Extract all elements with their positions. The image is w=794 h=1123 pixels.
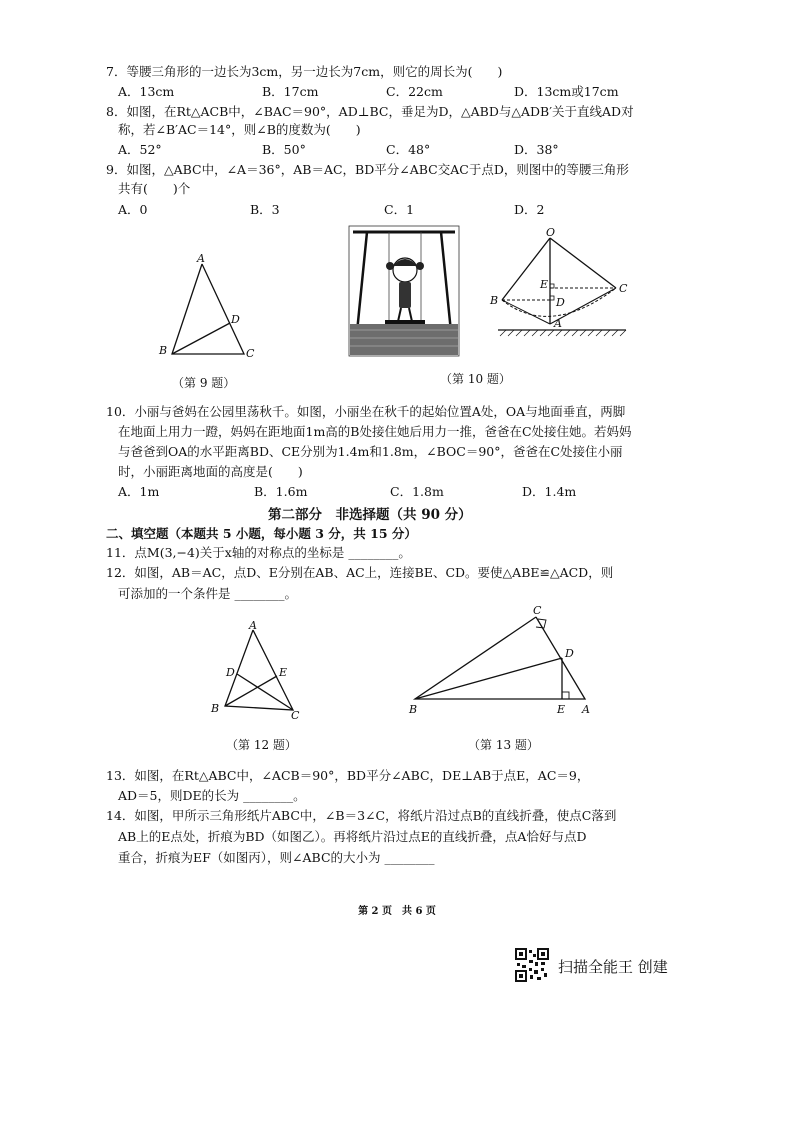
triangle-abc	[172, 264, 244, 354]
q10-line1: 10．小丽与爸妈在公园里荡秋千。如图，小丽坐在秋千的起始位置A处，OA与地面垂直，两脚	[106, 404, 626, 419]
label-b: B	[159, 344, 168, 357]
triangle-abc	[415, 617, 585, 699]
label-e: E	[279, 666, 288, 679]
q9-option-c: C．1	[384, 202, 415, 217]
q11-text: 11．点M(3,−4)关于x轴的对称点的坐标是 ________。	[106, 545, 411, 560]
q10-line2: 在地面上用力一蹬，妈妈在距地面1m高的B处接住她后用力一推，爸爸在C处接住她。若妈妈	[118, 424, 632, 439]
q14-line3: 重合，折痕为EF（如图丙），则∠ABC的大小为 ________	[118, 850, 435, 865]
swing-seat	[385, 320, 425, 324]
label-c: C	[533, 604, 542, 617]
figure-10-caption: （第 10 题）	[440, 372, 511, 386]
q9-line1: 9．如图，△ABC中，∠A＝36°，AB＝AC，BD平分∠ABC交AC于点D，则图中的等腰三角形	[106, 162, 629, 177]
q13-line1: 13．如图，在Rt△ABC中，∠ACB＝90°，BD平分∠ABC，DE⊥AB于点E，AC＝9，	[106, 768, 590, 783]
q10-option-c: C．1.8m	[390, 484, 444, 499]
q8-line2: 称，若∠B′AC＝14°，则∠B的度数为( )	[118, 122, 361, 137]
label-d: D	[226, 666, 235, 679]
q13-line2: AD＝5，则DE的长为 ________。	[118, 788, 306, 803]
q9-option-a: A．0	[118, 202, 148, 217]
q14-line2: AB上的E点处，折痕为BD（如图乙）。再将纸片沿过点E的直线折叠，点A恰好与点D	[118, 829, 587, 844]
segment-be	[225, 676, 277, 706]
q8-option-b: B．50°	[262, 142, 306, 157]
q8-option-a: A．52°	[118, 142, 162, 157]
label-e: E	[540, 278, 549, 291]
q9-option-b: B．3	[250, 202, 280, 217]
q8-option-c: C．48°	[386, 142, 431, 157]
figure-13-triangle	[405, 605, 605, 720]
q8-line1: 8．如图，在Rt△ACB中，∠BAC＝90°，AD⊥BC，垂足为D，△ABD与△ADB′关于直线AD对	[106, 104, 634, 119]
label-a: A	[582, 703, 590, 716]
qr-code-icon	[515, 948, 549, 982]
label-a: A	[249, 619, 257, 632]
watermark-text: 扫描全能王 创建	[558, 958, 668, 976]
figure-9-triangle	[150, 250, 270, 365]
figure-12-triangle	[205, 620, 315, 720]
q12-line2: 可添加的一个条件是 ________。	[118, 586, 297, 601]
label-b: B	[211, 702, 220, 715]
q14-line1: 14．如图，甲所示三角形纸片ABC中，∠B＝3∠C，将纸片沿过点B的直线折叠，使点C落到	[106, 808, 617, 823]
label-d: D	[231, 313, 240, 326]
q7-option-a: A．13cm	[118, 84, 175, 99]
part2-heading: 第二部分 非选择题（共 90 分）	[268, 507, 472, 523]
swing-photo	[349, 226, 459, 356]
label-d: D	[565, 647, 574, 660]
figure-13-caption: （第 13 题）	[468, 738, 539, 752]
label-a: A	[554, 317, 562, 330]
q7-option-b: B．17cm	[262, 84, 319, 99]
q9-option-d: D．2	[514, 202, 545, 217]
label-o: O	[546, 226, 556, 239]
label-e: E	[557, 703, 566, 716]
q8-option-d: D．38°	[514, 142, 559, 157]
q7-option-d: D．13cm或17cm	[514, 84, 619, 99]
label-c: C	[291, 709, 300, 722]
q7-text: 7．等腰三角形的一边长为3cm，另一边长为7cm，则它的周长为( )	[106, 64, 503, 79]
q10-option-b: B．1.6m	[254, 484, 308, 499]
q7-option-c: C．22cm	[386, 84, 443, 99]
q10-line3: 与爸爸到OA的水平距离BD、CE分别为1.4m和1.8m，∠BOC＝90°，爸爸在C处接住小丽	[118, 444, 623, 459]
segment-ba	[502, 300, 550, 324]
label-c: C	[246, 347, 255, 360]
section2-heading: 二、填空题（本题共 5 小题，每小题 3 分，共 15 分）	[106, 526, 417, 541]
q10-option-d: D．1.4m	[522, 484, 577, 499]
q10-line4: 时，小丽距离地面的高度是( )	[118, 464, 303, 479]
label-b: B	[409, 703, 418, 716]
figure-12-caption: （第 12 题）	[226, 738, 297, 752]
page-footer: 第 2 页 共 6 页	[358, 906, 436, 917]
label-c: C	[619, 282, 628, 295]
label-a: A	[197, 252, 205, 265]
q12-line1: 12．如图，AB＝AC，点D、E分别在AB、AC上，连接BE、CD。要使△ABE≌△ACD，则	[106, 565, 614, 580]
label-d: D	[556, 296, 565, 309]
figure-9-caption: （第 9 题）	[172, 376, 236, 390]
label-b: B	[490, 294, 499, 307]
q10-option-a: A．1m	[118, 484, 160, 499]
segment-bd	[415, 658, 562, 699]
segment-oc	[550, 238, 616, 288]
figure-10-geometry	[488, 226, 638, 341]
q9-line2: 共有( )个	[118, 181, 191, 196]
